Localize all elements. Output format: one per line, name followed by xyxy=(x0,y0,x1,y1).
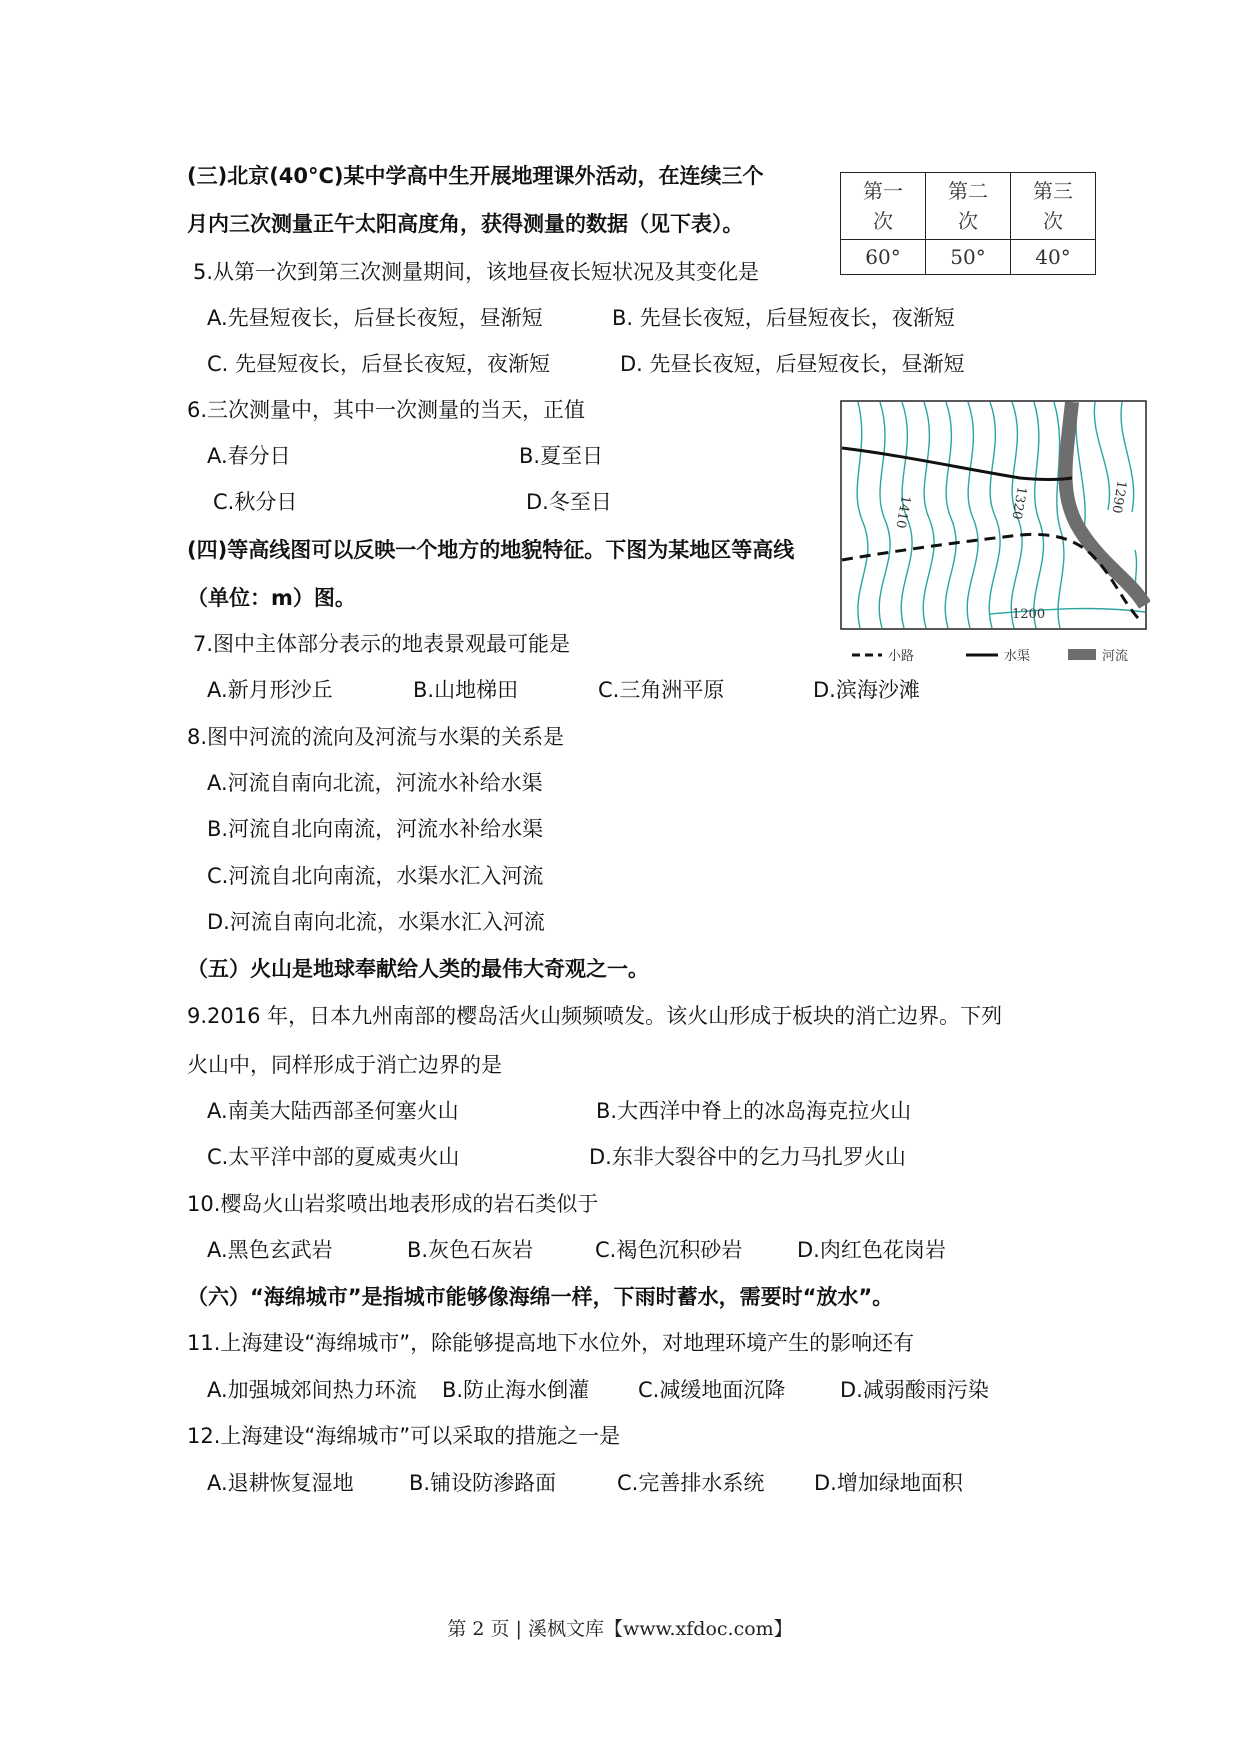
legend-river-label: 河流 xyxy=(1102,649,1129,664)
q10-option-d: D.肉红色花岗岩 xyxy=(797,1238,946,1262)
q8-option-d: D.河流自南向北流，水渠水汇入河流 xyxy=(207,910,545,934)
label-1320: 1320 xyxy=(1008,485,1029,521)
q7-option-b: B.山地梯田 xyxy=(413,678,519,702)
measurement-table xyxy=(840,172,1096,275)
q12-stem: 12.上海建设“海绵城市”可以采取的措施之一是 xyxy=(187,1424,621,1448)
q10-option-c: C.褐色沉积砂岩 xyxy=(595,1238,743,1262)
q6-stem: 6.三次测量中，其中一次测量的当天，正值 xyxy=(187,398,586,422)
q12-option-b: B.铺设防渗路面 xyxy=(409,1471,557,1495)
q7-option-d: D.滨海沙滩 xyxy=(813,678,920,702)
legend-path-label: 小路 xyxy=(888,649,915,664)
map-frame xyxy=(841,401,1146,629)
q8-option-c: C.河流自北向南流，水渠水汇入河流 xyxy=(207,864,544,888)
legend-river-symbol xyxy=(1068,649,1096,660)
q5-option-c: C. 先昼短夜长，后昼长夜短，夜渐短 xyxy=(207,352,551,376)
q11-option-d: D.减弱酸雨污染 xyxy=(840,1378,989,1402)
section3-intro-line2: 月内三次测量正午太阳高度角，获得测量的数据（见下表）。 xyxy=(187,212,744,236)
q11-option-a: A.加强城郊间热力环流 xyxy=(207,1378,417,1402)
label-1410: 1410 xyxy=(892,494,913,530)
q9-option-d: D.东非大裂谷中的乞力马扎罗火山 xyxy=(589,1145,906,1169)
q5-option-a: A.先昼短夜长，后昼长夜短，昼渐短 xyxy=(207,306,543,330)
q5-stem: 5.从第一次到第三次测量期间，该地昼夜长短状况及其变化是 xyxy=(193,260,760,284)
q11-option-c: C.减缓地面沉降 xyxy=(638,1378,786,1402)
q11-option-b: B.防止海水倒灌 xyxy=(442,1378,590,1402)
q10-option-b: B.灰色石灰岩 xyxy=(407,1238,534,1262)
section4-intro-line1: (四)等高线图可以反映一个地方的地貌特征。下图为某地区等高线 xyxy=(187,538,795,562)
q9-stem-line2: 火山中，同样形成于消亡边界的是 xyxy=(187,1053,502,1077)
q9-option-c: C.太平洋中部的夏威夷火山 xyxy=(207,1145,460,1169)
legend-canal-label: 水渠 xyxy=(1004,649,1031,664)
q9-option-a: A.南美大陆西部圣何塞火山 xyxy=(207,1099,459,1123)
table-value-2: 50° xyxy=(926,240,1011,275)
label-1290: 1290 xyxy=(1108,479,1129,515)
contour-map xyxy=(840,400,1150,666)
q6-option-d: D.冬至日 xyxy=(526,490,612,514)
q10-stem: 10.樱岛火山岩浆喷出地表形成的岩石类似于 xyxy=(187,1192,599,1216)
section5-intro: （五）火山是地球奉献给人类的最伟大奇观之一。 xyxy=(187,957,649,981)
page-footer: 第 2 页 | 溪枫文库【www.xfdoc.com】 xyxy=(447,1618,793,1640)
section3-intro-line1: (三)北京(40°C)某中学高中生开展地理课外活动，在连续三个 xyxy=(187,164,764,188)
label-1200: 1200 xyxy=(1012,607,1046,622)
q10-option-a: A.黑色玄武岩 xyxy=(207,1238,333,1262)
q6-option-c: C.秋分日 xyxy=(213,490,298,514)
q9-stem-line1: 9.2016 年，日本九州南部的樱岛活火山频频喷发。该火山形成于板块的消亡边界。下列 xyxy=(187,1004,1003,1028)
q8-stem: 8.图中河流的流向及河流与水渠的关系是 xyxy=(187,725,565,749)
q5-option-b: B. 先昼长夜短，后昼短夜长，夜渐短 xyxy=(612,306,955,330)
table-header-1: 第一 次 xyxy=(841,173,926,240)
q7-stem: 7.图中主体部分表示的地表景观最可能是 xyxy=(193,632,571,656)
table-value-3: 40° xyxy=(1011,240,1096,275)
q7-option-a: A.新月形沙丘 xyxy=(207,678,333,702)
q9-option-b: B.大西洋中脊上的冰岛海克拉火山 xyxy=(596,1099,912,1123)
q6-option-b: B.夏至日 xyxy=(519,444,604,468)
table-header-2: 第二 次 xyxy=(926,173,1011,240)
table-header-3: 第三 次 xyxy=(1011,173,1096,240)
section4-intro-line2: （单位：m）图。 xyxy=(187,586,356,610)
table-value-1: 60° xyxy=(841,240,926,275)
q12-option-c: C.完善排水系统 xyxy=(617,1471,765,1495)
section6-intro: （六）“海绵城市”是指城市能够像海绵一样，下雨时蓄水，需要时“放水”。 xyxy=(187,1285,894,1309)
q12-option-d: D.增加绿地面积 xyxy=(814,1471,963,1495)
q7-option-c: C.三角洲平原 xyxy=(598,678,725,702)
q6-option-a: A.春分日 xyxy=(207,444,291,468)
q8-option-a: A.河流自南向北流，河流水补给水渠 xyxy=(207,771,543,795)
q11-stem: 11.上海建设“海绵城市”，除能够提高地下水位外，对地理环境产生的影响还有 xyxy=(187,1331,915,1355)
q5-option-d: D. 先昼长夜短，后昼短夜长，昼渐短 xyxy=(620,352,965,376)
q12-option-a: A.退耕恢复湿地 xyxy=(207,1471,354,1495)
map-legend xyxy=(852,648,1128,664)
q8-option-b: B.河流自北向南流，河流水补给水渠 xyxy=(207,817,544,841)
